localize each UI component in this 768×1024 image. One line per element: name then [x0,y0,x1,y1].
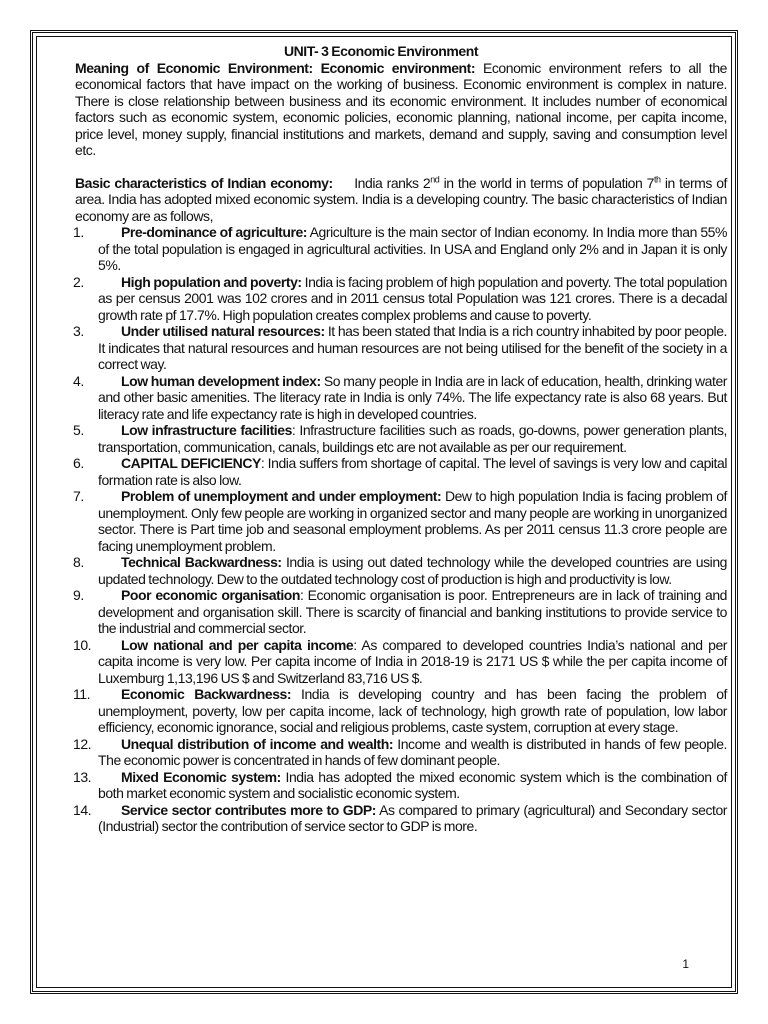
list-item-body [98,488,727,554]
list-item-number: 3. [73,323,84,339]
list-item-heading: Low national and per capita income [121,636,354,653]
list-item-heading: CAPITAL DEFICIENCY [121,455,261,471]
list-item-number: 5. [73,422,84,438]
list-item-number: 1. [73,224,84,240]
list-item-number: 10. [73,636,92,653]
list-item-heading: Technical Backwardness: [121,554,282,570]
list-item-body [98,323,727,373]
list-item [75,802,727,835]
page-number: 1 [682,957,689,971]
list-item-body [98,686,727,736]
page-title: UNIT- 3 Economic Environment [283,43,479,59]
list-item [75,488,727,554]
list-item-text: Agriculture is the main sector of Indian economy. In India more than 55% of the total population is engaged in agricultural activities. In USA and England only 2% and in Japan it is only 5%. [98,224,727,273]
list-item [75,455,727,488]
list-item-heading: Low human development index: [121,372,321,389]
list-item-heading: Service sector contributes more to GDP: [121,801,376,818]
list-item-body [98,373,727,423]
list-item [75,373,727,423]
list-item-text: India is using out dated technology while the developed countries are using updated technology. Dew to the outdated technology cost of production is high and productivity is low. [98,554,727,587]
list-item-text: Dew to high population India is facing problem of unemployment. Only few people are working in organized sector and many people are working in unorganized sector. There is Part time job and seasonal employment problems. As per 2011 census 11.3 crore people are facing unemployment problem. [98,488,727,554]
list-item-text: It has been stated that India is a rich country inhabited by poor people. It indicates that natural resources and human resources are not being utilised for the benefit of the society in a correct way. [98,323,727,372]
list-item-text: India is facing problem of high population and poverty. The total population as per census 2001 was 102 crores and in 2011 census total Population was 121 crores. There is a decadal growth rate pf 17.7%. High population creates complex problems and cause to poverty. [98,273,727,323]
basic-heading: Basic characteristics of Indian economy: [75,174,333,191]
list-item-heading: Unequal distribution of income and wealth: [121,735,394,752]
list-item-number: 2. [73,273,84,290]
list-item-number: 11. [73,686,91,702]
intro-subheading: Economic environment [320,59,471,76]
list-item-body [98,736,727,769]
basic-sup-a: nd [430,173,440,184]
basic-characteristics-paragraph [75,175,727,225]
list-item-number: 13. [73,768,92,785]
list-item-number: 8. [73,554,84,570]
list-item-body [98,455,727,488]
list-item-number: 7. [73,488,84,504]
list-item-heading: Pre-dominance of agriculture: [121,224,308,240]
list-item-number: 14. [73,801,92,818]
list-item-number: 9. [73,587,84,603]
list-item-body [98,802,727,835]
list-item-text: So many people in India are in lack of education, health, drinking water and other basic amenities. The literacy rate in India is only 74%. The life expectancy rate is also 68 years. But literacy rate and life expectancy rate is high in developed countries. [98,372,727,422]
paragraph-gap [75,159,727,175]
list-item-body [98,554,727,587]
intro-paragraph: Meaning of Economic Environment: Economic environment: Economic environment refers to all the economical factors that have impact on the working of business. Economic environment is complex in nature. There is close relationship between business and its economic environment. It includes number of economical factors such as economic system, economic policies, economic planning, national income, per capita income, price level, money supply, financial institutions and markets, demand and supply, saving and consumption level etc. [75,59,727,158]
list-item-heading: Problem of unemployment and under employment: [121,488,442,504]
list-item-body [98,422,727,455]
list-item [75,274,727,324]
list-item-body [98,637,727,687]
list-item-text: As compared to primary (agricultural) and Secondary sector (Industrial) sector the contribution of service sector to GDP is more. [98,801,727,834]
list-item [75,554,727,587]
basic-text-c: in terms of area. India has adopted mixed economic system. India is a developing country. The basic characteristics of Indian economy are as follows, [75,174,727,224]
list-item-number: 4. [73,372,84,389]
list-item-body [98,769,727,802]
list-item-heading: Low infrastructure facilities [121,422,292,438]
list-item-text: : Infrastructure facilities such as roads, go-downs, power generation plants, transportation, communication, canals, buildings etc are not available as per our requirement. [98,422,727,455]
intro-heading: Meaning of Economic Environment [75,59,309,76]
list-item [75,224,727,274]
list-item-heading: High population and poverty: [121,273,302,290]
list-item-number: 6. [73,455,84,471]
list-item-text: : As compared to developed countries India’s national and per capita income is very low. Per capita income of India in 2018-19 is 2171 US $ while the per capita income of Luxemburg 1,13,196 US $ and Switzerland 83,716 US $. [98,636,728,686]
characteristics-list [75,224,727,835]
intro-text: Economic environment refers to all the economical factors that have impact on the working of business. Economic environment is complex in nature. There is close relationship between business and its economic environment. It includes number of economical factors such as economic system, economic policies, economic planning, national income, per capita income, price level, money supply, financial institutions and markets, demand and supply, saving and consumption level etc. [75,59,727,158]
list-item-text: : Economic organisation is poor. Entrepreneurs are in lack of training and development and organisation skill. There is scarcity of financial and banking institutions to provide service to the industrial and commercial sector. [98,587,727,636]
list-item-number: 12. [73,735,92,752]
basic-text-a: India ranks 2 [354,174,431,191]
list-item [75,422,727,455]
list-item-text: Income and wealth is distributed in hands of few people. The economic power is concentrated in hands of few dominant people. [98,735,727,768]
list-item-heading: Mixed Economic system: [121,768,281,785]
list-item-text: India is developing country and has been facing the problem of unemployment, poverty, low per capita income, lack of technology, high growth rate of population, low labor efficiency, economic ignorance, social and religious problems, caste system, corruption at every stage. [98,686,727,735]
list-item-body [98,587,727,637]
list-item-body [98,274,727,324]
list-item-text: India has adopted the mixed economic system which is the combination of both market economic system and socialistic economic system. [98,768,727,801]
basic-sup-b: th [653,173,661,184]
document-body [75,43,727,835]
list-item-body [98,224,727,274]
list-item [75,323,727,373]
list-item-heading: Economic Backwardness: [121,686,292,702]
list-item-text: : India suffers from shortage of capital. The level of savings is very low and capital formation rate is also low. [98,455,727,488]
list-item [75,637,727,687]
list-item [75,587,727,637]
list-item [75,736,727,769]
list-item [75,769,727,802]
page-border [30,30,738,994]
list-item-heading: Under utilised natural resources: [121,323,325,339]
list-item-heading: Poor economic organisation [121,587,300,603]
list-item [75,686,727,736]
basic-text-b: in the world in terms of population 7 [439,174,654,191]
